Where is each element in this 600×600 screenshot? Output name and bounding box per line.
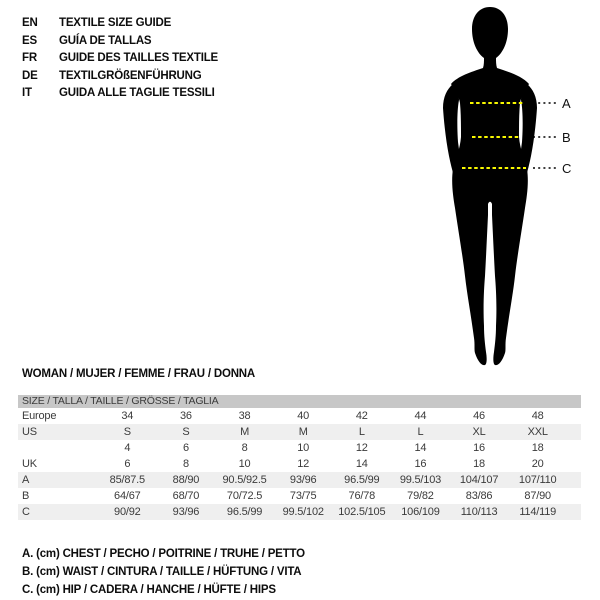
size-cell: 12	[355, 442, 368, 454]
size-cell: 10	[238, 458, 251, 470]
marker-label-c: C	[562, 161, 572, 176]
size-cell: 48	[531, 410, 544, 422]
size-cell: 102.5/105	[338, 506, 386, 518]
row-label: US	[22, 426, 37, 438]
size-cell: M	[240, 426, 250, 438]
size-cell: 96.5/99	[226, 506, 263, 518]
size-cell: L	[417, 426, 424, 438]
table-row	[18, 440, 581, 456]
size-cell: 14	[414, 442, 427, 454]
language-code: IT	[22, 87, 32, 100]
size-cell: 8	[182, 458, 189, 470]
size-cell: 10	[297, 442, 310, 454]
table-body	[18, 408, 581, 520]
size-cell: 87/90	[524, 490, 551, 502]
size-cell: 73/75	[289, 490, 317, 502]
size-cell: 6	[182, 442, 189, 454]
size-cell: S	[123, 426, 131, 438]
measurement-legend	[22, 546, 305, 599]
size-cell: 90/92	[114, 506, 141, 518]
row-label: C	[22, 506, 30, 518]
row-label: Europe	[22, 410, 57, 422]
size-cell: 16	[414, 458, 427, 470]
size-cell: 110/113	[460, 506, 498, 518]
size-cell: 42	[355, 410, 368, 422]
size-cell: 99.5/103	[399, 474, 442, 486]
size-cell: 76/78	[348, 490, 376, 502]
section-title: WOMAN / MUJER / FEMME / FRAU / DONNA	[22, 368, 256, 380]
row-label: A	[22, 474, 30, 486]
size-table	[18, 395, 581, 520]
size-cell: 18	[473, 458, 485, 470]
size-cell: 106/109	[401, 506, 440, 518]
language-title: TEXTILGRÖßENFÜHRUNG	[59, 69, 202, 82]
table-row	[18, 456, 581, 472]
size-cell: 99.5/102	[282, 506, 324, 518]
table-row	[18, 488, 581, 504]
language-code: ES	[22, 34, 37, 47]
language-title-list	[22, 15, 218, 103]
size-cell: 96.5/99	[344, 474, 380, 486]
size-cell: 93/96	[289, 474, 317, 486]
table-row	[18, 408, 581, 424]
size-cell: 93/96	[172, 506, 200, 518]
size-cell: 70/72.5	[226, 490, 263, 502]
marker-label-b: B	[562, 130, 571, 145]
size-cell: 38	[238, 410, 251, 422]
language-code: EN	[22, 17, 38, 29]
size-cell: 12	[297, 458, 310, 470]
size-cell: 85/87.5	[109, 474, 145, 486]
size-cell: 44	[414, 410, 427, 422]
size-cell: 68/70	[172, 490, 200, 502]
size-cell: 8	[241, 442, 248, 454]
legend-line: C. (cm) HIP / CADERA / HANCHE / HÜFTE / HIPS	[22, 583, 276, 596]
table-header: SIZE / TALLA / TAILLE / GRÖSSE / TAGLIA	[18, 395, 581, 408]
language-title: GUÍA DE TALLAS	[59, 34, 152, 47]
size-cell: S	[182, 426, 190, 438]
size-cell: 104/107	[459, 474, 499, 486]
size-cell: 107/110	[518, 474, 557, 486]
size-cell: 79/82	[407, 490, 434, 502]
language-title: TEXTILE SIZE GUIDE	[59, 17, 172, 29]
language-row	[22, 50, 218, 68]
table-row	[18, 472, 581, 488]
size-cell: 14	[355, 458, 368, 470]
row-label: UK	[22, 458, 37, 470]
woman-silhouette-figure	[410, 0, 592, 372]
silhouette-svg	[410, 0, 592, 372]
language-row	[22, 33, 218, 51]
table-row	[18, 504, 581, 520]
size-cell: 34	[121, 410, 134, 422]
language-code: DE	[22, 69, 38, 82]
size-cell: 36	[180, 410, 192, 422]
size-cell: 83/86	[465, 490, 493, 502]
size-cell: XXL	[527, 426, 548, 438]
size-cell: 88/90	[172, 474, 200, 486]
legend-line: B. (cm) WAIST / CINTURA / TAILLE / HÜFTUNG / VITA	[22, 565, 302, 578]
row-label: B	[22, 490, 30, 502]
size-cell: L	[358, 426, 365, 438]
size-cell: 16	[473, 442, 485, 454]
size-cell: 4	[124, 442, 131, 454]
size-cell: 46	[473, 410, 485, 422]
legend-line: A. (cm) CHEST / PECHO / POITRINE / TRUHE / PETTO	[22, 548, 305, 560]
size-cell: 40	[297, 410, 310, 422]
size-cell: 18	[531, 442, 544, 454]
language-row	[22, 15, 218, 33]
size-cell: 90.5/92.5	[222, 474, 267, 486]
size-cell: 6	[124, 458, 131, 470]
language-row	[22, 85, 218, 103]
size-cell: 114/119	[519, 506, 557, 518]
table-row	[18, 424, 581, 440]
size-cell: M	[298, 426, 308, 438]
size-cell: 20	[531, 458, 544, 470]
language-row	[22, 68, 218, 86]
language-code: FR	[22, 52, 37, 65]
size-cell: 64/67	[114, 490, 141, 502]
language-title: GUIDA ALLE TAGLIE TESSILI	[59, 87, 215, 100]
language-title: GUIDE DES TAILLES TEXTILE	[59, 52, 218, 65]
size-cell: XL	[472, 426, 486, 438]
marker-label-a: A	[562, 96, 571, 111]
